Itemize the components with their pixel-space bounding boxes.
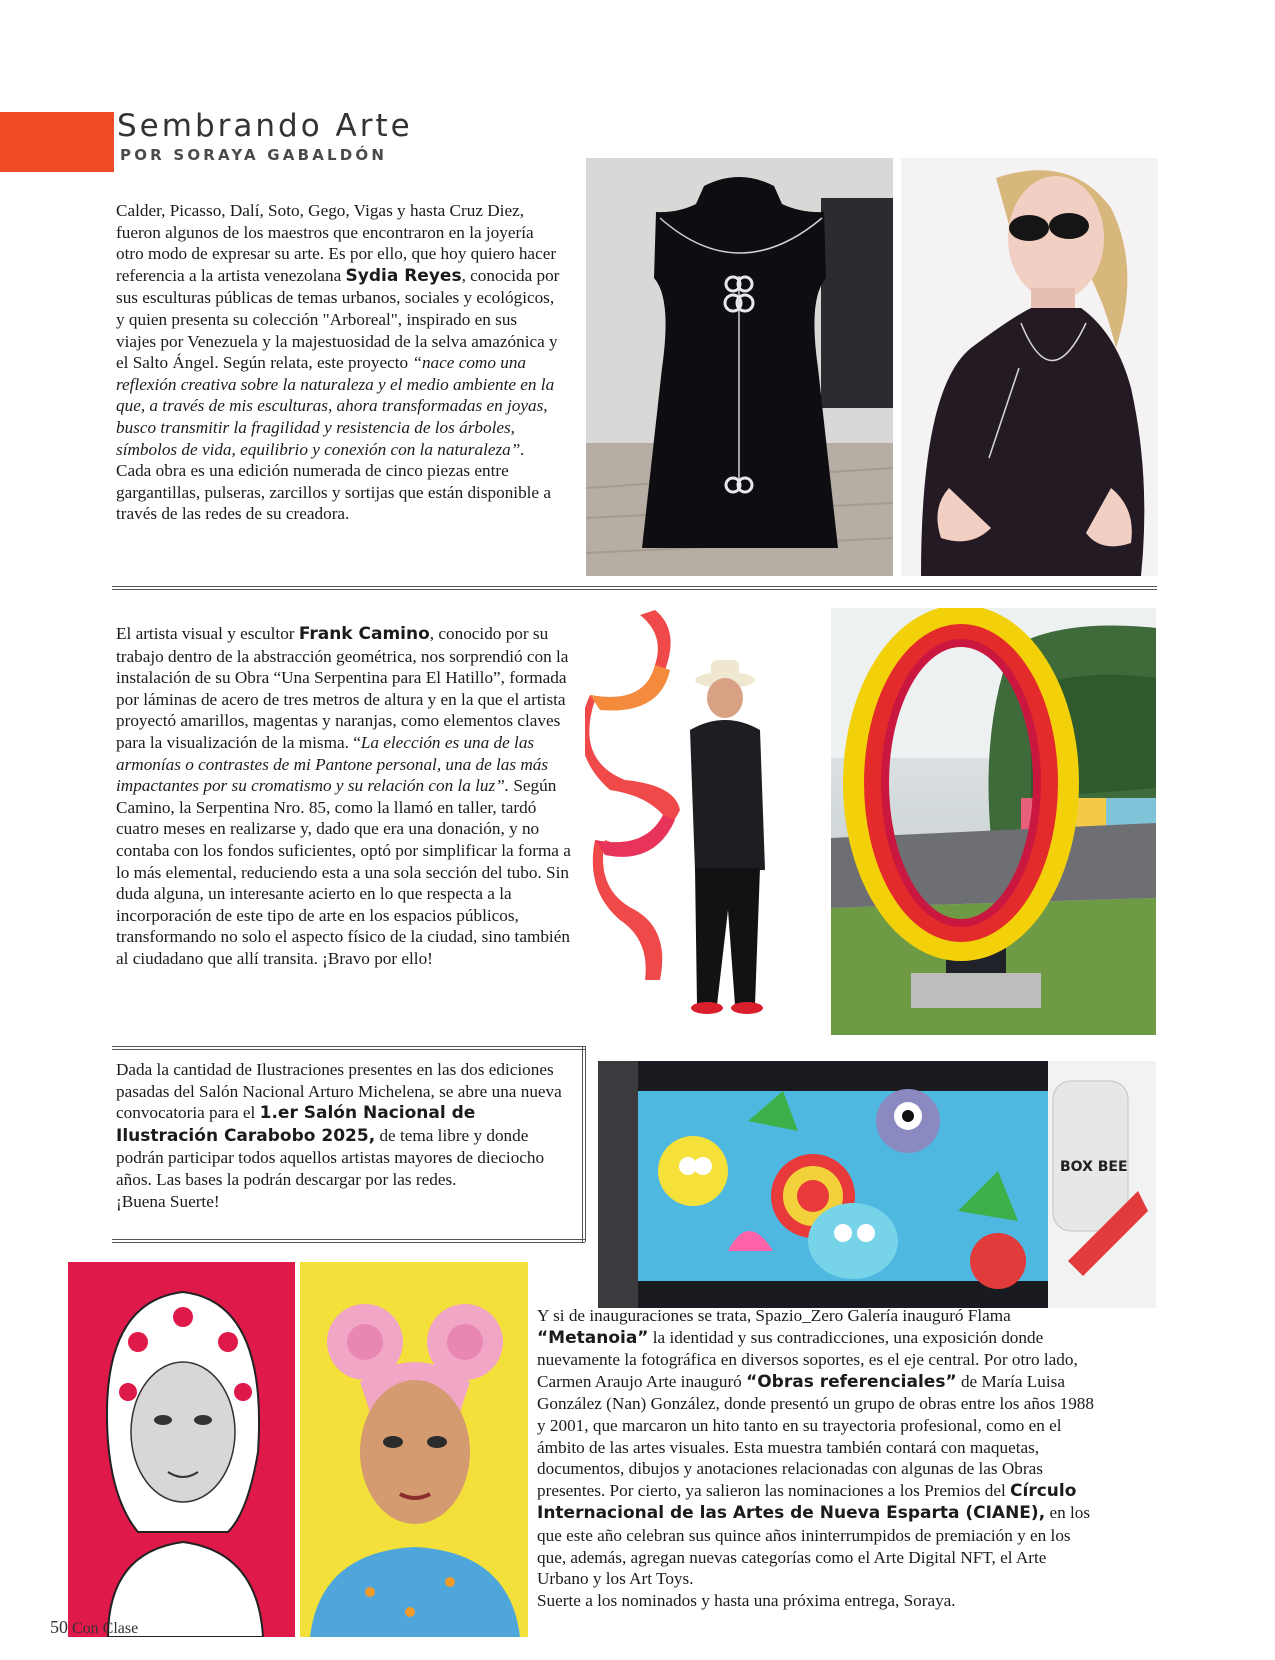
quote-text: “nace como una reflexión creativa sobre la naturaleza y el medio ambiente en la que, a través de mis esculturas, ahora transformadas en joyas, busco transmitir la fragilidad y resistencia de los árboles, símbolos de vida, equilibrio y conexión con la naturaleza”. bbox=[116, 353, 555, 459]
paragraph-text: Calder, Picasso, Dalí, Soto, Gego, Vigas y hasta Cruz Diez, fueron algunos de los maestros que encontraron en la joyería otro modo de expresar su arte. Es por ello, que hoy quiero hacer referencia a la artista venezolana bbox=[116, 201, 557, 285]
paragraph-text: Y si de inauguraciones se trata, Spazio_Zero Galería inauguró Flama bbox=[537, 1306, 1011, 1325]
event-name: 1.er Salón Nacional de Ilustración Carabobo 2025, bbox=[116, 1103, 476, 1146]
page-number: 50 bbox=[50, 1617, 68, 1637]
illustration-yellow-woman bbox=[300, 1262, 528, 1637]
section-sydia-reyes-text bbox=[116, 200, 561, 525]
paragraph-text: Según Camino, la Serpentina Nro. 85, como la llamó en taller, tardó cuatro meses en realizarse y, dado que era una donación, y no contaba con los fondos suficientes, optó por simplificar la forma a lo más elemental, reduciendo esta a una sola sección del tubo. Sin duda alguna, un interesante acierto en lo que respecta a la incorporación de este tipo de arte en los espacios públicos, transformando no solo el aspecto físico de la ciudad, sino también al ciudadano que allí transita. ¡Bravo por ello! bbox=[116, 776, 571, 968]
section-divider bbox=[112, 1239, 585, 1243]
paragraph-text: , conocida por sus esculturas públicas de temas urbanos, sociales y ecológicos, y quien presenta su colección "Arboreal", inspirado en sus viajes por Venezuela y la majestuosidad de la selva amazónica y el Salto Ángel. Según relata, este proyecto bbox=[116, 265, 560, 373]
closing-line: ¡Buena Suerte! bbox=[116, 1191, 220, 1211]
model-wearing-necklace-photo bbox=[901, 158, 1158, 576]
paragraph-text: en los que este año celebran sus quince años ininterrumpidos de premiación y en los que, además, agregan nuevas categorías como el Arte Digital NFT, el Arte Urbano y los Art Toys. bbox=[537, 1503, 1091, 1589]
page-footer bbox=[50, 1617, 138, 1638]
illustration-red-woman bbox=[68, 1262, 295, 1637]
paragraph-text: El artista visual y escultor bbox=[116, 624, 299, 643]
artist-name: Sydia Reyes bbox=[345, 265, 462, 286]
header-accent-bar bbox=[0, 112, 114, 172]
exhibition-name: “Metanoia” bbox=[537, 1327, 649, 1348]
graffiti-mural-photo bbox=[598, 1061, 1156, 1308]
organization-name: Círculo Internacional de las Artes de Nueva Esparta (CIANE), bbox=[537, 1480, 1077, 1524]
artist-name: Frank Camino bbox=[298, 624, 430, 644]
section-inauguraciones-text bbox=[537, 1305, 1097, 1611]
section-divider bbox=[112, 1046, 585, 1050]
necklace-bust-photo bbox=[586, 158, 893, 576]
section-divider-vertical bbox=[582, 1046, 586, 1242]
artist-with-sculpture-photo bbox=[585, 610, 818, 1030]
paragraph-text: la identidad y sus contradicciones, una exposición donde nuevamente la fotográfica en diversos soportes, es el eje central. Por otro lado, Carmen Araujo Arte inauguró bbox=[537, 1327, 1078, 1391]
publication-name: Con Clase bbox=[72, 1620, 139, 1637]
serpentina-sculpture-photo bbox=[831, 608, 1156, 1035]
paragraph-text: de María Luisa González (Nan) González, donde presentó un grupo de obras entre los años 1988 y 2001, que marcaron un hito tanto en su trayectoria profesional, como en el ámbito de las artes visuales. Esta muestra también contará con maquetas, documentos, dibujos y anotaciones relacionadas con algunas de las Obras presentes. Por cierto, ya salieron las nominaciones a los Premios del bbox=[537, 1371, 1094, 1500]
section-salon-ilustracion-text bbox=[116, 1059, 571, 1212]
section-frank-camino-text bbox=[116, 623, 571, 970]
paragraph-text: de tema libre y donde podrán participar todos aquellos artistas mayores de dieciocho años. Las bases la podrán descargar por las redes. bbox=[116, 1125, 545, 1189]
closing-line: Suerte a los nominados y hasta una próxima entrega, Soraya. bbox=[537, 1590, 956, 1610]
quote-text: La elección es una de las armonías o contrastes de mi Pantone personal, una de las más impactantes por su cromatismo y su relación con la luz”. bbox=[116, 732, 549, 796]
paragraph-text: Cada obra es una edición numerada de cinco piezas entre gargantillas, pulseras, zarcillos y sortijas que están disponible a través de las redes de su creadora. bbox=[116, 461, 551, 524]
section-divider bbox=[112, 586, 1157, 590]
paragraph-text: Dada la cantidad de Ilustraciones presentes en las dos ediciones pasadas del Salón Nacional Arturo Michelena, se abre una nueva convocatoria para el bbox=[116, 1060, 562, 1123]
article-title: Sembrando Arte bbox=[117, 108, 413, 144]
paragraph-text: , conocido por su trabajo dentro de la abstracción geométrica, nos sorprendió con la instalación de su Obra “Una Serpentina para El Hatillo”, formada por láminas de acero de tres metros de altura y en la que el artista proyectó amarillos, magentas y naranjas, como elementos claves para la visualización de la misma. “ bbox=[116, 624, 569, 752]
exhibition-name: “Obras referenciales” bbox=[746, 1371, 957, 1392]
mural-sign-text: BOX BEE bbox=[1060, 1159, 1128, 1175]
article-byline: POR SORAYA GABALDÓN bbox=[120, 146, 388, 164]
